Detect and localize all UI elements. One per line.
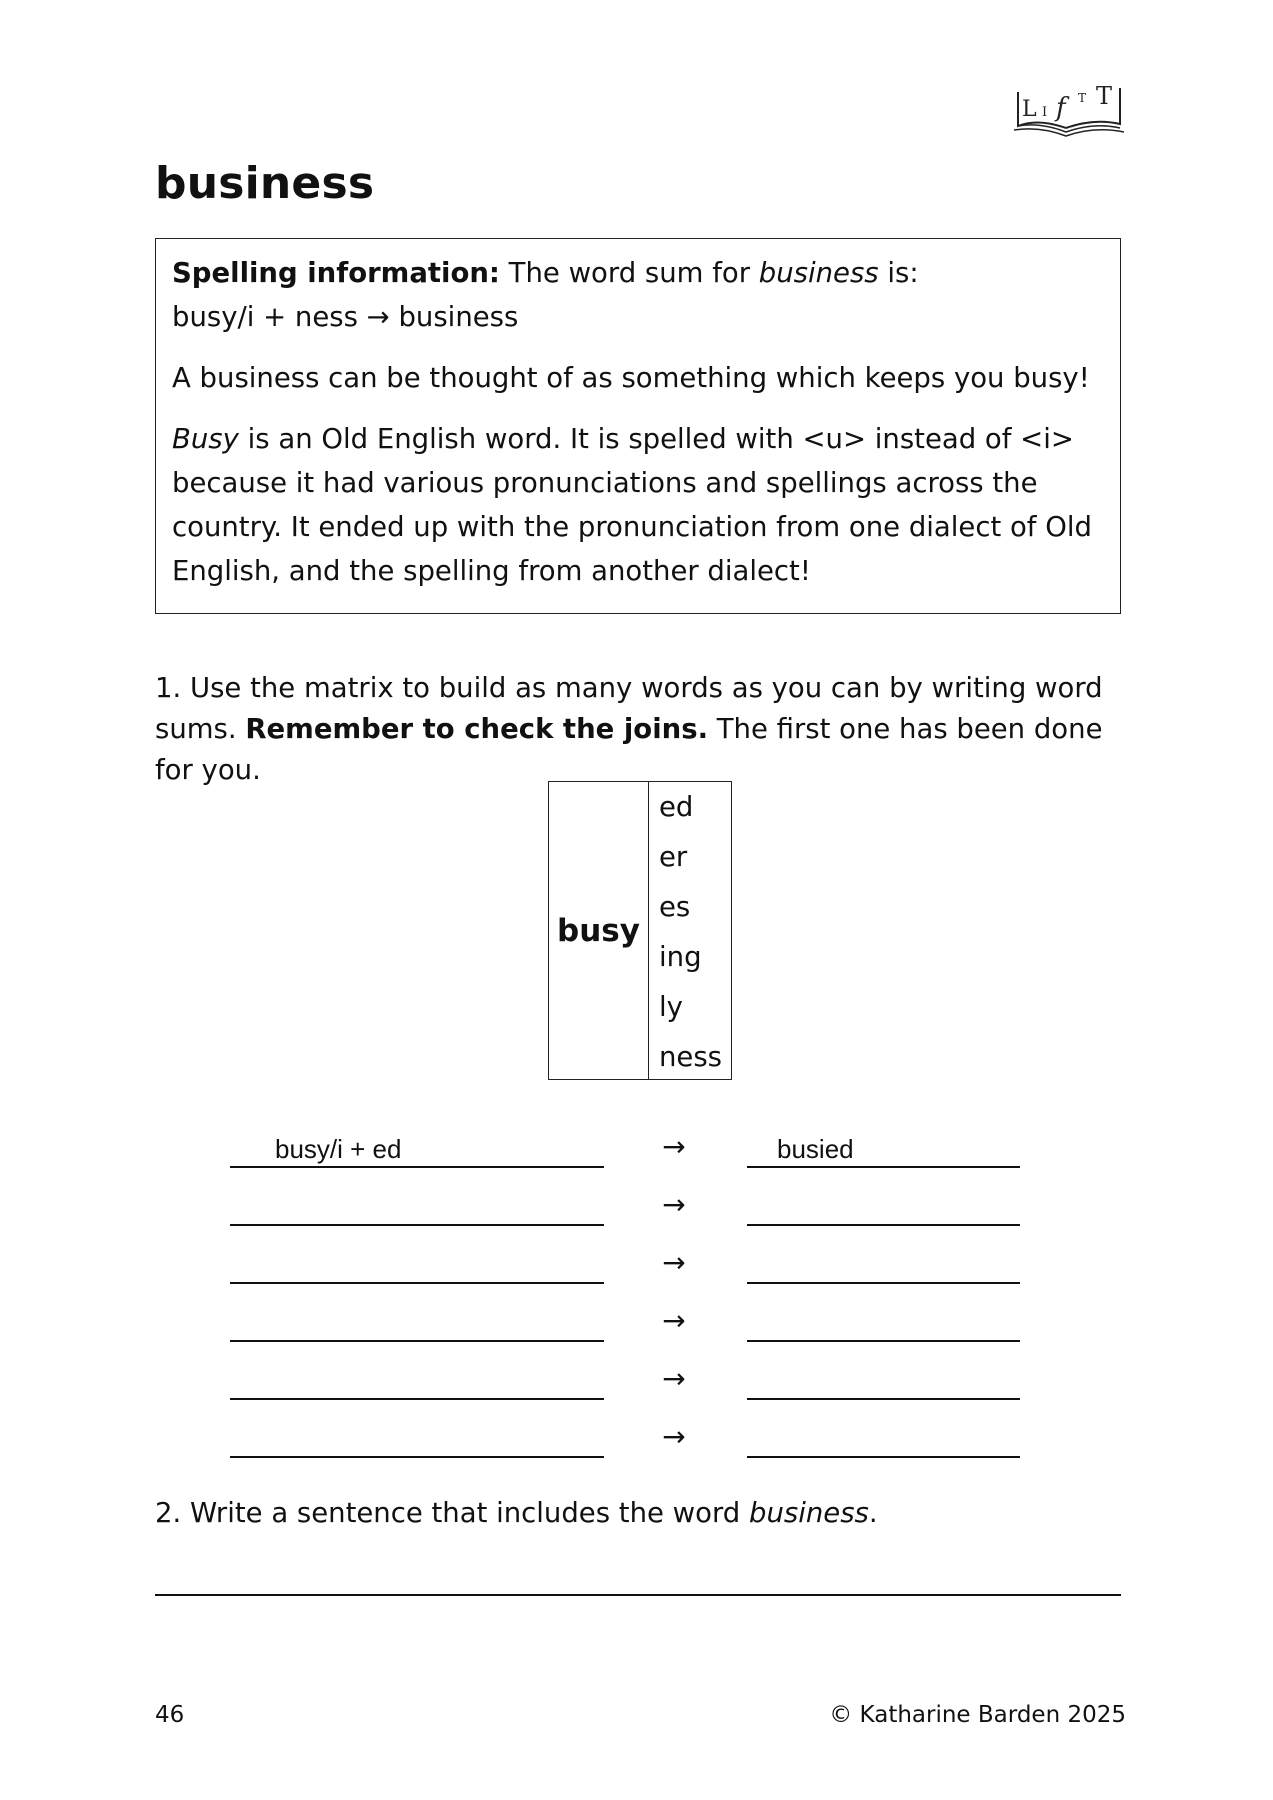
word-result-field[interactable] [747,1298,1020,1342]
svg-text:T: T [1096,82,1113,110]
word-sum-row [230,1408,1025,1458]
arrow-icon: → [662,1130,686,1163]
word-result-field[interactable] [747,1240,1020,1284]
page-title: business [155,158,375,209]
word-sum-field[interactable]: busy/i + ed [230,1124,604,1168]
liftt-logo [1010,80,1128,140]
word-sum-field[interactable] [230,1240,604,1284]
matrix-suffix: ly [659,991,683,1023]
word-sum-intro: Spelling information: The word sum for business is: [172,257,919,289]
matrix-suffix: ness [659,1041,723,1073]
word-result-field[interactable]: busied [747,1124,1020,1168]
word-sum-row [230,1234,1025,1284]
svg-text:I: I [1042,105,1048,120]
matrix-base: busy [549,782,649,1079]
spelling-info-box [155,238,1121,614]
svg-text:L: L [1022,97,1037,122]
matrix-suffixes [649,782,731,1079]
matrix-suffix: es [659,891,691,923]
word-result-field[interactable] [747,1414,1020,1458]
matrix-suffix: ing [659,941,702,973]
arrow-icon: → [662,1362,686,1395]
copyright: © Katharine Barden 2025 [829,1702,1126,1728]
question-1: 1. Use the matrix to build as many words as you can by writing word sums. Remember to check the joins. The first one has been done for you. [155,672,1103,786]
word-sum-row [230,1176,1025,1226]
question-2: 2. Write a sentence that includes the word business. [155,1497,878,1529]
word-sum-field[interactable] [230,1182,604,1226]
page-number: 46 [155,1702,185,1728]
history-text: Busy is an Old English word. It is spelled with <u> instead of <i> because it had various pronunciations and spellings across the country. It ended up with the pronunciation from one dialect of Old English, and the spelling from another dialect! [172,423,1092,587]
svg-text:f: f [1056,93,1066,123]
word-sum-field[interactable] [230,1298,604,1342]
word-sum: busy/i + ness → business [172,301,519,333]
arrow-icon: → [662,1188,686,1221]
word-matrix [548,781,732,1080]
matrix-suffix: ed [659,791,694,823]
arrow-icon: → [366,301,390,333]
word-result-field[interactable] [747,1356,1020,1400]
word-sum-row [230,1292,1025,1342]
arrow-icon: → [662,1420,686,1453]
explanation-text: A business can be thought of as something which keeps you busy! [172,362,1090,394]
svg-text:T: T [1078,91,1087,105]
word-sum-row [230,1118,1025,1168]
word-sum-row [230,1350,1025,1400]
word-sum-field[interactable] [230,1356,604,1400]
arrow-icon: → [662,1304,686,1337]
spelling-info-label: Spelling information: [172,257,500,289]
word-result-field[interactable] [747,1182,1020,1226]
arrow-icon: → [662,1246,686,1279]
sentence-answer-line[interactable] [155,1594,1121,1596]
word-sum-field[interactable] [230,1414,604,1458]
matrix-suffix: er [659,841,688,873]
